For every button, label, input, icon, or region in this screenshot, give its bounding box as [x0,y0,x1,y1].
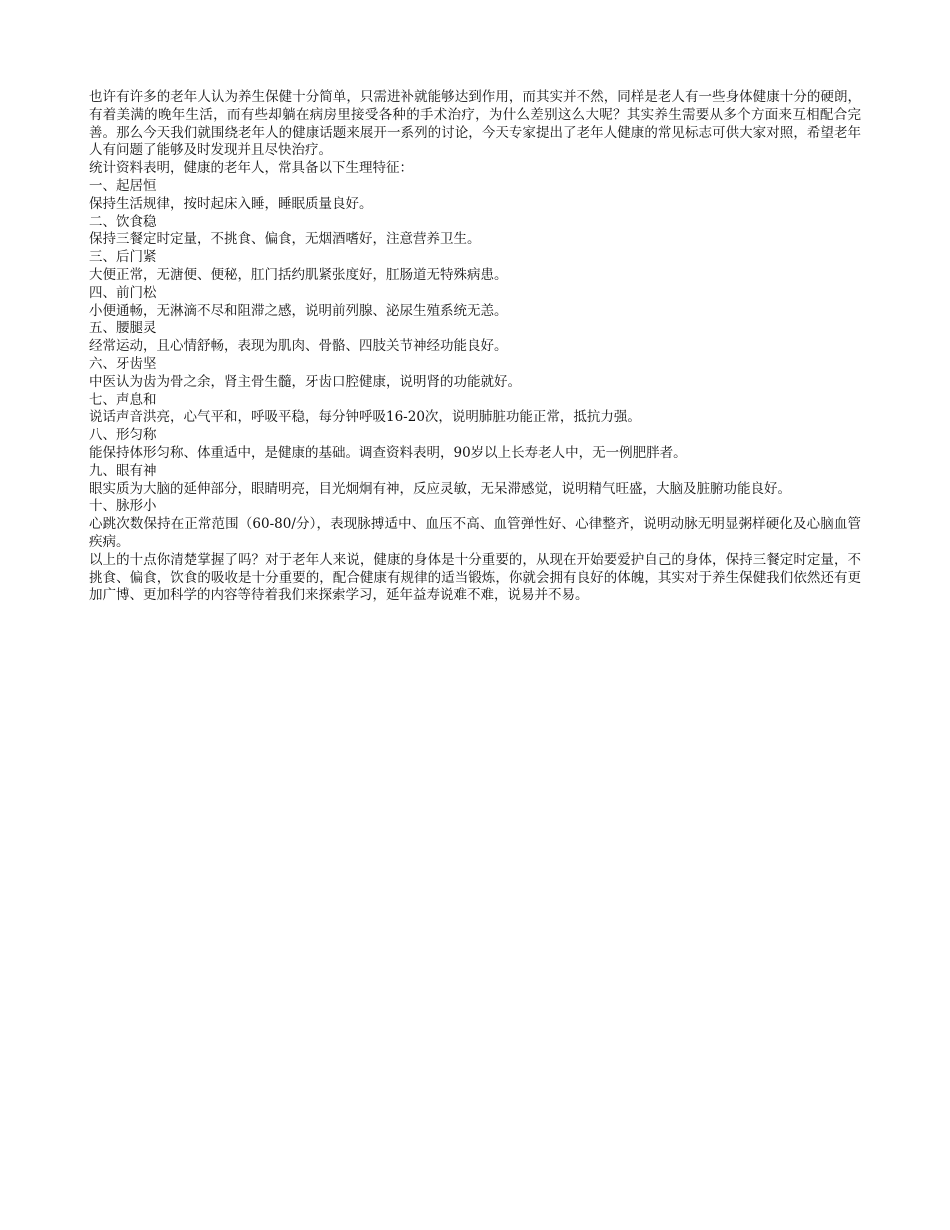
section-text-6: 中医认为齿为骨之余，肾主骨生髓，牙齿口腔健康，说明肾的功能就好。 [89,373,521,390]
section-text-2: 保持三餐定时定量，不挑食、偏食，无烟酒嗜好，注意营养卫生。 [89,231,481,248]
section-heading-2: 二、饮食稳 [89,213,157,230]
section-heading-8: 八、形匀称 [89,427,157,444]
section-heading-6: 六、牙齿坚 [89,355,157,372]
article-body [89,89,861,605]
section-heading-10: 十、脉形小 [89,498,157,515]
section-text-4: 小便通畅，无淋滴不尽和阻滞之感，说明前列腺、泌尿生殖系统无恙。 [89,302,508,319]
intro-paragraph: 也许有许多的老年人认为养生保健十分简单，只需进补就能够达到作用，而其实并不然，同样是老人有一些身体健康十分的硬朗，有着美满的晚年生活，而有些却躺在病房里接受各种的手术治疗，为什么差别这么大呢？其实养生需要从多个方面来互相配合完善。那么今天我们就围绕老年人的健康话题来展开一系列的讨论，今天专家提出了老年人健康的常见标志可供大家对照，希望老年人有问题了能够及时发现并且尽快治疗。 [89,89,861,159]
section-text-1: 保持生活规律，按时起床入睡，睡眠质量良好。 [89,195,373,212]
section-text-3: 大便正常，无溏便、便秘，肛门括约肌紧张度好，肛肠道无特殊病患。 [89,266,508,283]
section-heading-1: 一、起居恒 [89,177,157,194]
lead-paragraph: 统计资料表明，健康的老年人，常具备以下生理特征： [89,160,413,177]
section-heading-9: 九、眼有神 [89,462,157,479]
section-text-7: 说话声音洪亮，心气平和，呼吸平稳，每分钟呼吸16-20次，说明肺脏功能正常，抵抗力强。 [89,409,641,426]
section-text-5: 经常运动，且心情舒畅，表现为肌肉、骨骼、四肢关节神经功能良好。 [89,338,508,355]
section-text-9: 眼实质为大脑的延伸部分，眼睛明亮，目光炯炯有神，反应灵敏，无呆滞感觉，说明精气旺盛，大脑及脏腑功能良好。 [89,480,791,497]
section-text-10: 心跳次数保持在正常范围（60-80/分），表现脉搏适中、血压不高、血管弹性好、心律整齐，说明动脉无明显粥样硬化及心脑血管疾病。 [89,516,861,550]
section-heading-7: 七、声息和 [89,391,157,408]
section-text-8: 能保持体形匀称、体重适中，是健康的基础。调查资料表明，90岁以上长寿老人中，无一例肥胖者。 [89,444,687,461]
section-heading-3: 三、后门紧 [89,249,157,266]
section-heading-5: 五、腰腿灵 [89,320,157,337]
conclusion-paragraph: 以上的十点你清楚掌握了吗？对于老年人来说，健康的身体是十分重要的，从现在开始要爱护自己的身体，保持三餐定时定量，不挑食、偏食，饮食的吸收是十分重要的，配合健康有规律的适当锻炼，你就会拥有良好的体魄，其实对于养生保健我们依然还有更加广博、更加科学的内容等待着我们来探索学习，延年益寿说难不难，说易并不易。 [89,551,861,604]
section-heading-4: 四、前门松 [89,284,157,301]
